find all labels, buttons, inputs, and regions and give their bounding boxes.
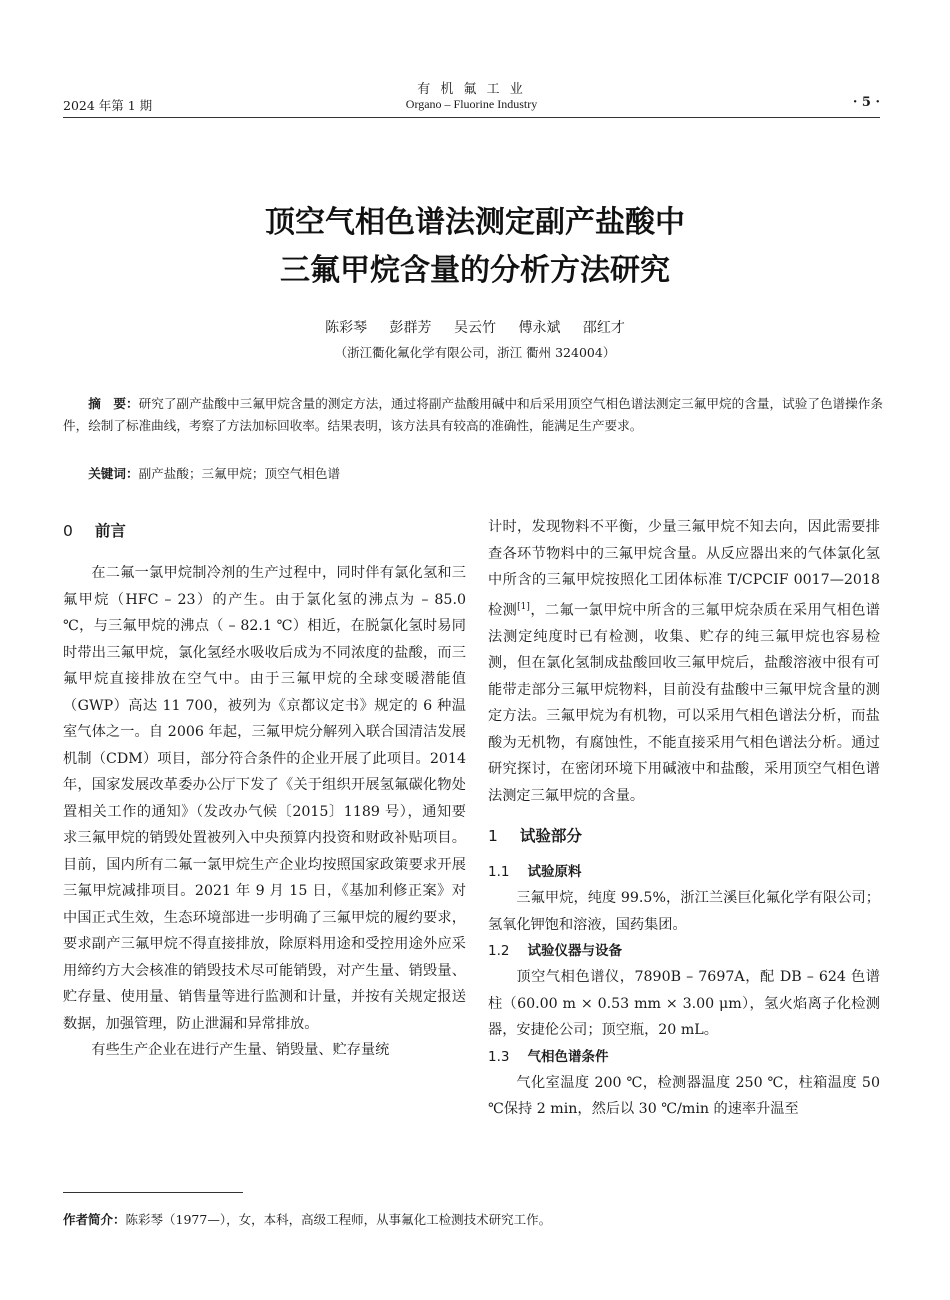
footnote-text: 陈彩琴（1977—），女，本科，高级工程师，从事氟化工检测技术研究工作。	[125, 1212, 552, 1227]
left-column	[63, 514, 466, 1064]
paper-title	[0, 199, 950, 295]
subsection-heading: 1.2 试验仪器与设备	[488, 943, 622, 960]
journal-name-en: Organo – Fluorine Industry	[405, 97, 538, 111]
author: 陈彩琴	[325, 320, 368, 336]
paragraph: 三氟甲烷，纯度 99.5%，浙江兰溪巨化氟化学有限公司；氢氧化钾饱和溶液，国药集团。	[488, 890, 880, 933]
section-heading: 0 前言	[63, 522, 126, 540]
abstract-label: 摘 要：	[88, 396, 139, 411]
footnote-rule	[63, 1192, 243, 1193]
author-list	[0, 317, 950, 337]
keywords-text: 副产盐酸；三氟甲烷；顶空气相色谱	[138, 466, 341, 481]
author: 邵红才	[582, 320, 625, 336]
keywords	[63, 463, 883, 485]
paragraph: 计时，发现物料不平衡，少量三氟甲烷不知去向，因此需要排查各环节物料中的三氟甲烷含量。从反应器出来的气体氯化氢中所含的三氟甲烷按照化工团体标准 T/CPCIF 0017—2018 检测[1]，二氟一氯甲烷中所含的三氟甲烷杂质在采用气相色谱法测定纯度时已有检测，收集、贮存的纯三氟甲烷也容易检测，但在氯化氢制成盐酸回收三氟甲烷后，盐酸溶液中很有可能带走部分三氟甲烷物料，目前没有盐酸中三氟甲烷含量的测定方法。三氟甲烷为有机物，可以采用气相色谱法分析，而盐酸为无机物，有腐蚀性，不能直接采用气相色谱法分析。通过研究探讨，在密闭环境下用碱液中和盐酸，采用顶空气相色谱法测定三氟甲烷的含量。	[488, 519, 880, 804]
paragraph: 有些生产企业在进行产生量、销毁量、贮存量统	[91, 1042, 390, 1058]
paragraph: 在二氟一氯甲烷制冷剂的生产过程中，同时伴有氯化氢和三氟甲烷（HFC – 23）的产生。由于氯化氢的沸点为 – 85.0 ℃，与三氟甲烷的沸点（ – 82.1 ℃）相近，在脱氯化氢时易同时带出三氟甲烷，氯化氢经水吸收后成为不同浓度的盐酸，而三氟甲烷直接排放在空气中。由于三氟甲烷的全球变暖潜能值（GWP）高达 11 700，被列为《京都议定书》规定的 6 种温室气体之一。自 2006 年起，三氟甲烷分解列入联合国清洁发展机制（CDM）项目，部分符合条件的企业开展了此项目。2014 年，国家发展改革委办公厅下发了《关于组织开展氢氟碳化物处置相关工作的通知》（发改办气候〔2015〕1189 号），通知要求三氟甲烷的销毁处置被列入中央预算内投资和财政补贴项目。目前，国内所有二氟一氯甲烷生产企业均按照国家政策要求开展三氟甲烷减排项目。2021 年 9 月 15 日，《基加利修正案》对中国正式生效，生态环境部进一步明确了三氟甲烷的履约要求，要求副产三氟甲烷不得直接排放，除原料用途和受控用途外应采用缔约方大会核准的销毁技术尽可能销毁，对产生量、销毁量、贮存量、使用量、销售量等进行监测和计量，并按有关规定报送数据，加强管理，防止泄漏和异常排放。	[63, 565, 466, 1032]
keywords-label: 关键词：	[88, 466, 139, 481]
author: 彭群芳	[389, 320, 432, 336]
title-line-2: 三氟甲烷含量的分析方法研究	[280, 253, 670, 288]
header-rule	[63, 117, 880, 118]
footnote-label: 作者简介：	[63, 1212, 126, 1227]
affiliation: （浙江衢化氟化学有限公司，浙江 衢州 324004）	[334, 345, 616, 360]
subsection-heading: 1.3 气相色谱条件	[488, 1048, 609, 1065]
paragraph: 顶空气相色谱仪，7890B – 7697A，配 DB – 624 色谱柱（60.00 m × 0.53 mm × 3.00 μm），氢火焰离子化检测器，安捷伦公司；顶空瓶，20 mL。	[488, 969, 880, 1039]
issue-label: 2024 年第 1 期	[63, 98, 153, 113]
right-column	[488, 514, 880, 1123]
subsection-heading: 1.1 试验原料	[488, 864, 582, 881]
abstract-text: 研究了副产盐酸中三氟甲烷含量的测定方法，通过将副产盐酸用碱中和后采用顶空气相色谱法测定三氟甲烷的含量，试验了色谱操作条件，绘制了标准曲线，考察了方法加标回收率。结果表明，该方法具有较高的准确性，能满足生产要求。	[63, 396, 884, 433]
page-number: · 5 ·	[852, 95, 880, 110]
author: 吴云竹	[454, 320, 496, 336]
author: 傅永斌	[518, 320, 561, 336]
journal-name-cn: 有 机 氟 工 业	[417, 82, 526, 97]
section-heading: 1 试验部分	[488, 827, 582, 846]
title-line-1: 顶空气相色谱法测定副产盐酸中	[265, 205, 685, 240]
abstract	[63, 393, 883, 437]
running-header	[63, 76, 880, 120]
citation[interactable]: [1]	[517, 601, 530, 612]
author-footnote	[63, 1210, 883, 1228]
paragraph: 气化室温度 200 ℃，检测器温度 250 ℃，柱箱温度 50 ℃保持 2 min，然后以 30 ℃/min 的速率升温至	[488, 1074, 880, 1118]
